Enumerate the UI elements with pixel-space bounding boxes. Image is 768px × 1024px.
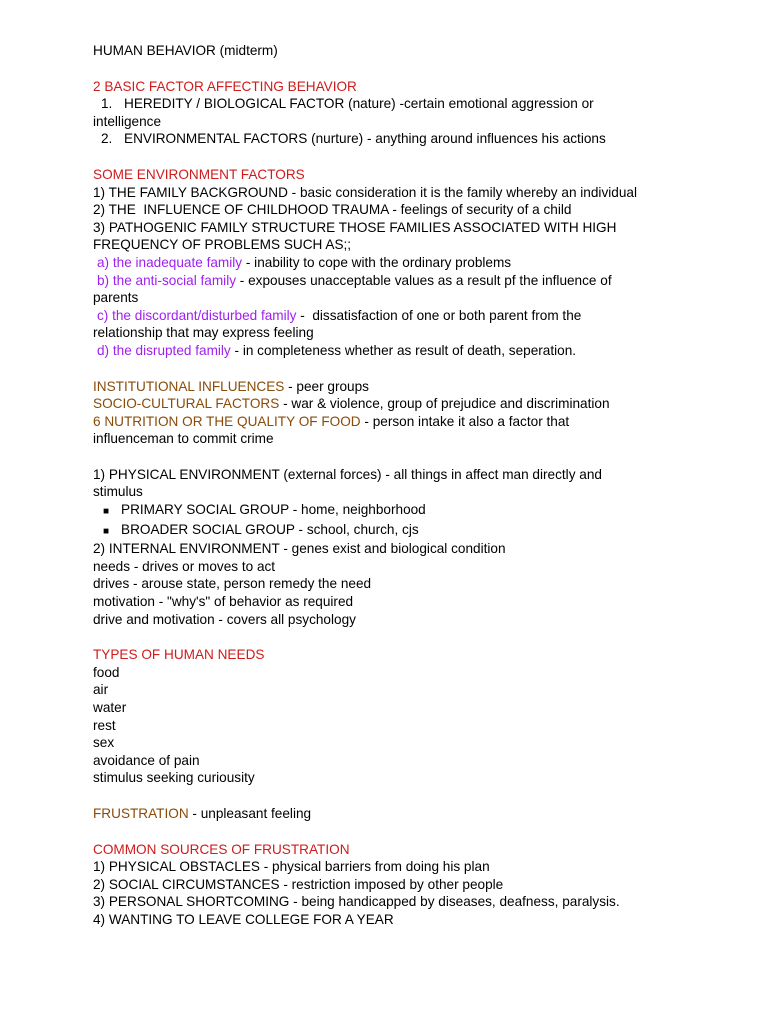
basic-factor-continuation: intelligence xyxy=(93,113,162,129)
document-title: HUMAN BEHAVIOR (midterm) xyxy=(93,43,278,58)
family-type-label: b) the anti-social family xyxy=(97,272,237,288)
source-item: 2) SOCIAL CIRCUMSTANCES - restriction imposed by other people xyxy=(93,876,504,892)
spacer xyxy=(93,787,673,805)
env-factors-heading: SOME ENVIRONMENT FACTORS xyxy=(93,166,305,182)
spacer xyxy=(93,148,673,166)
family-type-desc: - inability to cope with the ordinary problems xyxy=(242,254,512,270)
basic-factor-item xyxy=(93,95,673,113)
influence-item xyxy=(93,395,673,413)
need-item: food xyxy=(93,664,120,680)
env-factor-line: 1) THE FAMILY BACKGROUND - basic consideration it is the family whereby an individual xyxy=(93,184,637,200)
social-group-text: BROADER SOCIAL GROUP - school, church, cjs xyxy=(121,521,419,537)
influence-label: INSTITUTIONAL INFLUENCES xyxy=(93,378,285,394)
family-type-label: d) the disrupted family xyxy=(97,342,231,358)
need-item: sex xyxy=(93,735,115,751)
influence-item xyxy=(93,378,673,396)
social-group-item xyxy=(93,501,673,521)
spacer xyxy=(93,448,673,466)
basic-factor-text: ENVIRONMENTAL FACTORS (nurture) - anything around influences his actions xyxy=(124,131,606,147)
need-item: rest xyxy=(93,717,116,733)
influence-desc: - person intake it also a factor that xyxy=(360,413,570,429)
bullet-icon: ■ xyxy=(103,525,110,537)
need-item: avoidance of pain xyxy=(93,752,200,768)
frustration-label: FRUSTRATION xyxy=(93,805,189,821)
family-type-label: a) the inadequate family xyxy=(97,254,243,270)
spacer xyxy=(93,360,673,378)
family-type-item xyxy=(93,254,673,272)
environment-line: needs - drives or moves to act xyxy=(93,558,276,574)
bullet-icon: ■ xyxy=(103,506,110,518)
spacer xyxy=(93,60,673,78)
sources-heading: COMMON SOURCES OF FRUSTRATION xyxy=(93,841,350,857)
list-number: 1. xyxy=(101,96,113,112)
influence-desc: - war & violence, group of prejudice and discrimination xyxy=(279,396,610,412)
frustration-desc: - unpleasant feeling xyxy=(188,805,312,821)
influence-label: 6 NUTRITION OR THE QUALITY OF FOOD xyxy=(93,413,361,429)
influence-desc: - peer groups xyxy=(284,378,369,394)
basic-factors-heading: 2 BASIC FACTOR AFFECTING BEHAVIOR xyxy=(93,78,357,94)
environment-line: 2) INTERNAL ENVIRONMENT - genes exist and biological condition xyxy=(93,541,506,557)
influence-label: SOCIO-CULTURAL FACTORS xyxy=(93,396,280,412)
environment-line: drives - arouse state, person remedy the need xyxy=(93,576,372,592)
env-factor-line: 2) THE INFLUENCE OF CHILDHOOD TRAUMA - feelings of security of a child xyxy=(93,202,572,218)
social-group-text: PRIMARY SOCIAL GROUP - home, neighborhood xyxy=(121,502,426,518)
family-type-desc: - in completeness whether as result of death, seperation. xyxy=(230,342,577,358)
influence-continuation: influenceman to commit crime xyxy=(93,431,274,447)
env-factor-line: 3) PATHOGENIC FAMILY STRUCTURE THOSE FAMILIES ASSOCIATED WITH HIGH xyxy=(93,219,617,235)
family-type-item xyxy=(93,272,673,290)
source-item: 3) PERSONAL SHORTCOMING - being handicapped by diseases, deafness, paralysis. xyxy=(93,894,620,910)
physical-environment-line: 1) PHYSICAL ENVIRONMENT (external forces) - all things in affect man directly and xyxy=(93,466,602,482)
source-item: 4) WANTING TO LEAVE COLLEGE FOR A YEAR xyxy=(93,911,394,927)
basic-factor-item xyxy=(93,130,673,148)
influence-item xyxy=(93,413,673,431)
environment-line: drive and motivation - covers all psychology xyxy=(93,611,356,627)
family-type-continuation: parents xyxy=(93,290,139,306)
need-item: air xyxy=(93,682,109,698)
need-item: water xyxy=(93,700,127,715)
family-type-desc: - dissatisfaction of one or both parent from the xyxy=(296,307,582,323)
source-item: 1) PHYSICAL OBSTACLES - physical barriers from doing his plan xyxy=(93,859,490,875)
family-type-continuation: relationship that may express feeling xyxy=(93,325,314,341)
spacer xyxy=(93,823,673,841)
need-item: stimulus seeking curiousity xyxy=(93,770,255,786)
basic-factor-text: HEREDITY / BIOLOGICAL FACTOR (nature) -certain emotional aggression or xyxy=(124,96,594,112)
family-type-label: c) the discordant/disturbed family xyxy=(97,307,297,323)
social-group-item xyxy=(93,521,673,541)
frustration-item xyxy=(93,805,673,823)
needs-heading: TYPES OF HUMAN NEEDS xyxy=(93,647,265,663)
document-body xyxy=(93,42,673,929)
physical-environment-line: stimulus xyxy=(93,484,143,500)
family-type-item xyxy=(93,342,673,360)
list-number: 2. xyxy=(101,131,113,147)
family-type-desc: - expouses unacceptable values as a result pf the influence of xyxy=(236,272,612,288)
spacer xyxy=(93,628,673,646)
family-type-item xyxy=(93,307,673,325)
env-factor-line: FREQUENCY OF PROBLEMS SUCH AS;; xyxy=(93,237,352,253)
environment-line: motivation - "why's" of behavior as required xyxy=(93,594,354,610)
